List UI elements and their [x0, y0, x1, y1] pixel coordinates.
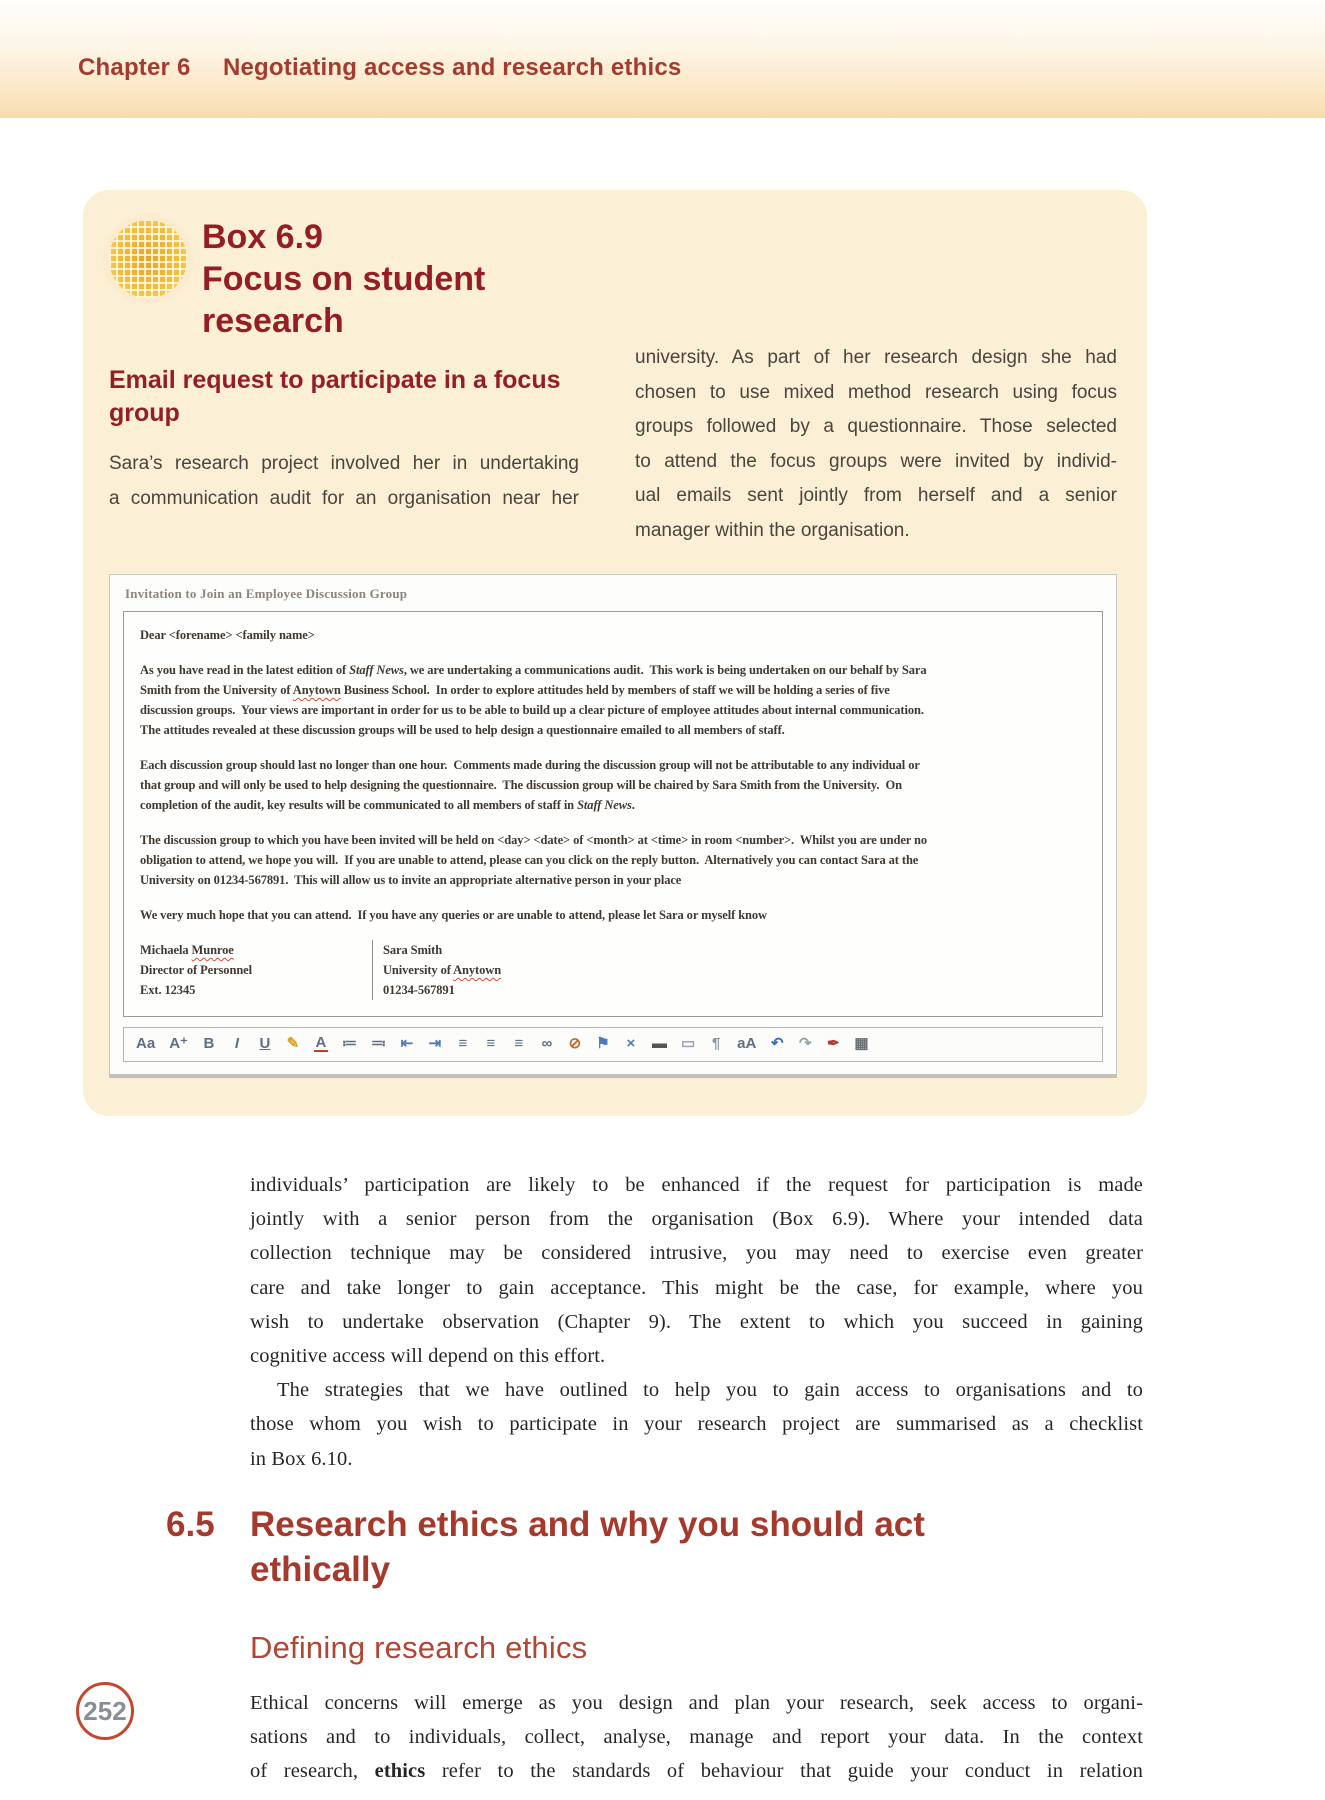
page-number: 252 — [83, 1695, 127, 1726]
email-signature — [140, 940, 1086, 1000]
text-line: We very much hope that you can attend. If you have any queries or are unable to attend, please let Sara or myself know — [140, 908, 767, 922]
highlighter-icon: ✎ — [286, 1035, 300, 1052]
indent-icon: ⇥ — [428, 1035, 442, 1052]
text-line: chosen to use mixed method research using focus — [635, 381, 1117, 403]
text-line: that group and will only be used to help designing the questionnaire. The discussion group will be chaired by Sara Smith from the University. On — [140, 778, 902, 792]
email-formatting-toolbar — [123, 1027, 1103, 1062]
text-line: As you have read in the latest edition of Staff News, we are undertaking a communications audit. This work is being undertaken on our behalf by Sara — [140, 663, 927, 677]
text-line: Michaela Munroe — [140, 943, 234, 957]
text-line: jointly with a senior person from the organisation (Box 6.9). Where your intended data — [250, 1208, 1143, 1231]
pilcrow-icon: ¶ — [711, 1035, 721, 1052]
email-paragraph — [140, 660, 1086, 740]
text-line: Ext. 12345 — [140, 983, 196, 997]
redo-icon: ↷ — [799, 1035, 812, 1052]
text-line: 01234-567891 — [383, 983, 455, 997]
text-line: those whom you wish to participate in your research project are summarised as a checklist — [250, 1413, 1143, 1436]
email-paragraph — [140, 830, 1086, 890]
email-salutation — [140, 625, 1086, 645]
body-paragraph — [250, 1686, 1143, 1789]
body-paragraph — [250, 1373, 1143, 1476]
text-line: University of Anytown — [383, 963, 502, 977]
box-title-text: Focus on student research — [202, 260, 486, 340]
email-subject-line: Invitation to Join an Employee Discussion Group — [125, 586, 408, 601]
font-color-icon: A — [315, 1034, 327, 1051]
chapter-header-band — [0, 0, 1325, 118]
text-line: Ethical concerns will emerge as you design and plan your research, seek access to organi- — [250, 1691, 1143, 1714]
email-message-body — [123, 611, 1103, 1017]
signature-sender — [140, 940, 372, 1000]
text-line: to attend the focus groups were invited by individ- — [635, 450, 1117, 472]
clear-format-icon: × — [626, 1035, 636, 1052]
email-paragraph — [140, 755, 1086, 815]
text-line: The attitudes revealed at these discussion groups will be used to help design a questionnaire emailed to all members of staff. — [140, 723, 785, 737]
text-line: The strategies that we have outlined to help you to gain access to organisations and to — [277, 1379, 1143, 1402]
section-title: Research ethics and why you should act ethically — [250, 1504, 925, 1589]
text-line: Smith from the University of Anytown Business School. In order to explore attitudes held by members of staff we will be holding a series of five — [140, 683, 890, 697]
chapter-title: Negotiating access and research ethics — [222, 54, 682, 81]
case-icon: aA — [737, 1035, 757, 1052]
text-line: manager within the organisation. — [635, 519, 910, 541]
text-line: Each discussion group should last no longer than one hour. Comments made during the discussion group will not be attributable to any individual or — [140, 758, 920, 772]
horizontal-rule-icon: ▬ — [651, 1035, 667, 1052]
underline-icon: U — [259, 1035, 271, 1052]
text-line: groups followed by a questionnaire. Those selected — [635, 416, 1117, 437]
text-line: Dear <forename> <family name> — [140, 628, 315, 642]
text-line: discussion groups. Your views are important in order for us to be able to build up a clear picture of employee attitudes about internal communication. — [140, 703, 924, 717]
section-heading — [166, 1502, 1143, 1592]
outdent-icon: ⇤ — [400, 1035, 414, 1052]
body-paragraph — [250, 1168, 1143, 1373]
box-intro-left — [109, 447, 579, 516]
undo-icon: ↶ — [771, 1035, 784, 1052]
align-left-icon: ≡ — [458, 1035, 468, 1052]
text-line: individuals’ participation are likely to be enhanced if the request for participation is made — [250, 1174, 1143, 1196]
bullet-list-icon: ≕ — [370, 1035, 386, 1052]
subsection-title: Defining research ethics — [250, 1629, 588, 1665]
insert-flag-icon: ⚑ — [596, 1035, 610, 1052]
text-line: in Box 6.10. — [250, 1447, 353, 1470]
text-line: obligation to attend, we hope you will. If you are unable to attend, please can you click on the reply button. Alternatively you can contact Sara at the — [140, 853, 919, 867]
focus-on-student-research-box — [83, 190, 1147, 1116]
unlink-icon: ⊘ — [568, 1035, 582, 1052]
text-line: Sara’s research project involved her in undertaking — [109, 453, 579, 474]
text-line: wish to undertake observation (Chapter 9). The extent to which you succeed in gaining — [250, 1310, 1143, 1333]
text-line: collection technique may be considered intrusive, you may need to exercise even greater — [250, 1242, 1143, 1265]
align-justify-icon: ≡ — [514, 1035, 524, 1052]
page-number-badge — [76, 1682, 134, 1740]
signature-researcher — [372, 940, 501, 1000]
text-line: The discussion group to which you have been invited will be held on <day> <date> of <month> at <time> in room <number>. Whilst you are under no — [140, 833, 928, 847]
numbered-list-icon: ≔ — [341, 1035, 357, 1052]
box-intro-right — [635, 341, 1117, 548]
box-title — [202, 216, 579, 342]
box-right-column — [635, 216, 1117, 548]
text-line: university. As part of her research design she had — [635, 347, 1117, 368]
email-screenshot — [109, 574, 1117, 1078]
font-size-icon: A⁺ — [169, 1035, 188, 1052]
email-paragraph — [140, 905, 1086, 925]
bold-icon: B — [203, 1035, 215, 1052]
text-line: completion of the audit, key results will be communicated to all members of staff in Staff News. — [140, 798, 635, 812]
chapter-label: Chapter 6 — [78, 54, 191, 81]
text-line: ual emails sent jointly from herself and a senior — [635, 485, 1117, 506]
dotted-circle-icon — [109, 220, 187, 298]
align-center-icon: ≡ — [486, 1035, 496, 1052]
text-line: Sara Smith — [383, 943, 443, 957]
text-line: of research, ethics refer to the standards of behaviour that guide your conduct in relation — [250, 1760, 1144, 1783]
italic-icon: I — [234, 1035, 240, 1052]
font-icon: Aa — [136, 1035, 156, 1052]
text-line: cognitive access will depend on this effort. — [250, 1345, 606, 1368]
text-line: sations and to individuals, collect, analyse, manage and report your data. In the context — [250, 1726, 1143, 1749]
table-icon: ▦ — [854, 1035, 869, 1052]
signature-icon: ✒ — [827, 1035, 840, 1052]
text-line: Director of Personnel — [140, 963, 252, 977]
box-label: Box 6.9 — [202, 218, 323, 256]
text-line: care and take longer to gain acceptance. This might be the case, for example, where you — [250, 1276, 1143, 1299]
image-icon: ▭ — [680, 1035, 696, 1052]
text-line: a communication audit for an organisation near her — [109, 487, 579, 509]
box-subtitle: Email request to participate in a focus group — [109, 366, 561, 427]
link-icon: ∞ — [541, 1035, 553, 1052]
main-text-column — [166, 1168, 1144, 1788]
section-number: 6.5 — [166, 1504, 215, 1544]
text-line: University on 01234-567891. This will allow us to invite an appropriate alternative person in your place — [140, 873, 682, 887]
box-left-column — [109, 216, 579, 548]
